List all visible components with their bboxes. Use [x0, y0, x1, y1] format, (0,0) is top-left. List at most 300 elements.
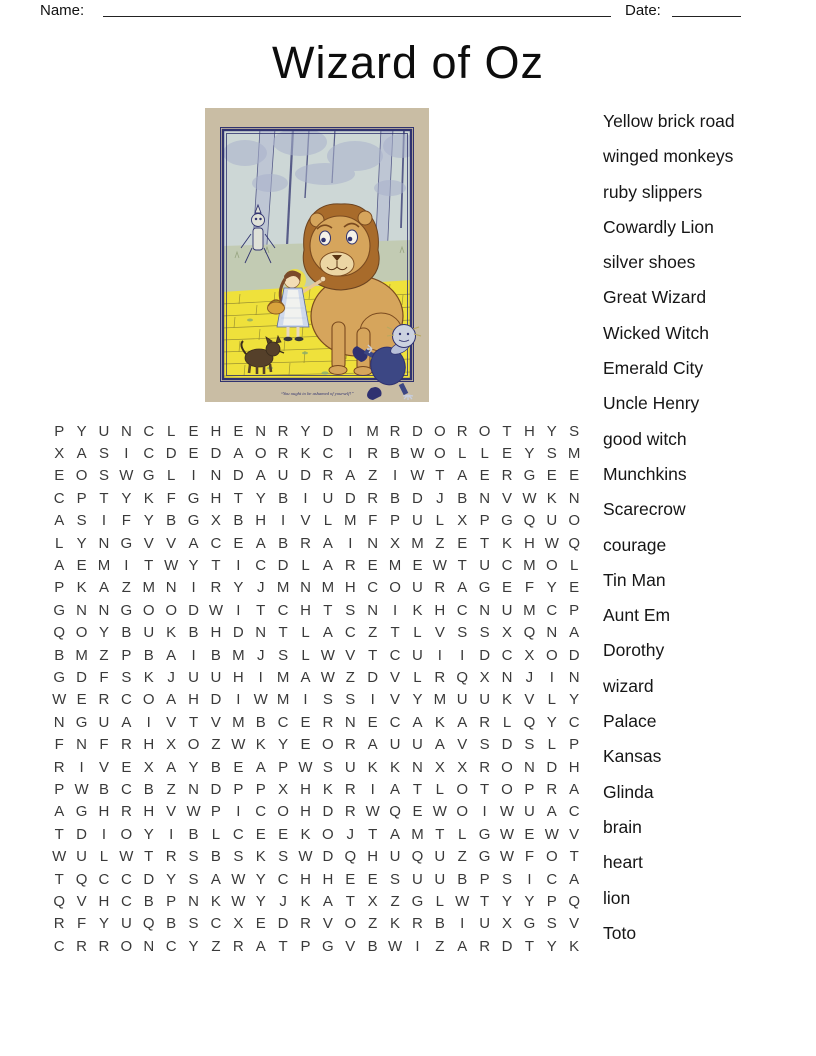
grid-letter: K: [390, 758, 401, 776]
grid-letter: A: [54, 557, 65, 575]
grid-letter: J: [279, 892, 287, 910]
grid-letter: G: [322, 937, 334, 955]
word-search-grid: [48, 420, 585, 957]
grid-letter: K: [502, 534, 513, 552]
grid-letter: I: [169, 825, 174, 843]
grid-letter: R: [300, 534, 311, 552]
grid-letter: I: [437, 646, 442, 664]
grid-letter: C: [277, 713, 289, 731]
grid-letter: F: [166, 489, 176, 507]
grid-letter: W: [410, 445, 425, 463]
grid-letter: I: [415, 937, 420, 955]
grid-letter: Z: [457, 848, 467, 866]
grid-letter: U: [277, 467, 289, 485]
grid-letter: W: [387, 937, 403, 955]
grid-letter: R: [412, 915, 423, 933]
grid-letter: R: [367, 489, 379, 507]
grid-letter: O: [165, 601, 177, 619]
grid-letter: W: [231, 892, 246, 910]
grid-letter: T: [480, 780, 490, 798]
grid-letter: U: [456, 691, 468, 709]
grid-letter: C: [210, 534, 222, 552]
grid-letter: E: [367, 557, 378, 575]
grid-letter: W: [320, 646, 335, 664]
grid-letter: U: [479, 557, 491, 575]
name-label: Name:: [40, 2, 85, 19]
grid-letter: N: [98, 534, 110, 552]
grid-letter: T: [144, 848, 154, 866]
grid-letter: T: [412, 780, 423, 798]
grid-letter: W: [253, 691, 268, 709]
grid-letter: V: [502, 489, 513, 507]
grid-letter: A: [434, 736, 445, 754]
grid-letter: A: [210, 870, 221, 888]
grid-letter: S: [278, 848, 289, 866]
grid-letter: T: [569, 848, 579, 866]
grid-letter: V: [166, 713, 177, 731]
grid-letter: L: [301, 624, 310, 642]
grid-row: [48, 577, 585, 599]
grid-letter: R: [300, 915, 311, 933]
grid-letter: G: [187, 512, 200, 530]
grid-letter: T: [390, 624, 400, 642]
grid-letter: D: [188, 601, 199, 619]
grid-row: [48, 599, 585, 621]
grid-letter: W: [410, 467, 425, 485]
grid-letter: R: [322, 467, 334, 485]
grid-letter: V: [434, 624, 445, 642]
grid-letter: O: [389, 579, 401, 597]
grid-letter: Y: [188, 937, 199, 955]
grid-letter: D: [322, 422, 334, 440]
grid-letter: N: [76, 601, 87, 619]
grid-letter: K: [502, 691, 513, 709]
grid-letter: C: [568, 713, 580, 731]
grid-letter: R: [232, 937, 244, 955]
grid-row: [48, 778, 585, 800]
grid-letter: X: [434, 758, 445, 776]
grid-letter: B: [166, 512, 177, 530]
grid-letter: C: [120, 691, 132, 709]
grid-letter: V: [345, 646, 356, 664]
grid-letter: D: [277, 557, 289, 575]
grid-letter: A: [457, 467, 468, 485]
grid-letter: K: [255, 736, 266, 754]
grid-letter: B: [210, 646, 221, 664]
grid-letter: U: [523, 803, 535, 821]
grid-letter: R: [165, 848, 177, 866]
grid-letter: P: [479, 512, 490, 530]
grid-letter: C: [546, 601, 558, 619]
grid-letter: Y: [300, 422, 311, 440]
grid-letter: R: [389, 422, 401, 440]
word-list-item: courage: [603, 534, 667, 555]
grid-letter: X: [502, 915, 513, 933]
word-list-item: Munchkins: [603, 463, 687, 484]
grid-letter: C: [120, 780, 132, 798]
grid-letter: W: [231, 870, 246, 888]
grid-letter: R: [456, 422, 468, 440]
grid-letter: E: [233, 534, 244, 552]
grid-letter: D: [232, 467, 244, 485]
grid-letter: L: [413, 624, 422, 642]
grid-row: [48, 711, 585, 733]
grid-letter: W: [119, 467, 134, 485]
grid-letter: J: [525, 668, 534, 686]
grid-letter: X: [457, 512, 468, 530]
grid-letter: S: [98, 467, 109, 485]
grid-letter: E: [524, 825, 535, 843]
grid-letter: F: [99, 736, 109, 754]
grid-letter: M: [523, 557, 536, 575]
grid-letter: G: [53, 601, 66, 619]
grid-letter: S: [345, 691, 356, 709]
grid-letter: G: [187, 489, 200, 507]
grid-letter: E: [479, 467, 490, 485]
grid-letter: A: [255, 937, 266, 955]
grid-letter: V: [210, 713, 221, 731]
grid-letter: B: [278, 534, 289, 552]
grid-letter: L: [435, 892, 444, 910]
word-list-item: Wicked Witch: [603, 322, 709, 343]
grid-letter: X: [457, 758, 468, 776]
grid-letter: N: [523, 758, 535, 776]
grid-letter: B: [188, 825, 199, 843]
grid-letter: O: [478, 422, 491, 440]
grid-letter: B: [54, 646, 65, 664]
grid-letter: N: [367, 601, 379, 619]
word-list-item: Kansas: [603, 746, 662, 767]
grid-letter: Y: [546, 937, 557, 955]
grid-letter: I: [348, 445, 353, 463]
grid-letter: N: [143, 937, 155, 955]
grid-letter: I: [146, 713, 151, 731]
grid-letter: M: [523, 601, 536, 619]
grid-letter: T: [256, 601, 266, 619]
grid-letter: V: [569, 825, 580, 843]
grid-letter: V: [457, 736, 468, 754]
grid-letter: W: [544, 825, 559, 843]
grid-letter: D: [76, 668, 87, 686]
grid-letter: C: [143, 422, 155, 440]
grid-letter: H: [188, 691, 199, 709]
grid-letter: R: [98, 691, 110, 709]
grid-letter: S: [479, 624, 490, 642]
grid-letter: H: [322, 870, 334, 888]
grid-letter: O: [322, 825, 334, 843]
grid-row: [48, 644, 585, 666]
grid-letter: H: [300, 803, 311, 821]
grid-letter: A: [390, 780, 401, 798]
grid-row: [48, 756, 585, 778]
grid-letter: M: [411, 534, 424, 552]
grid-letter: E: [278, 825, 289, 843]
grid-letter: E: [300, 736, 311, 754]
grid-letter: I: [348, 422, 353, 440]
grid-letter: X: [502, 624, 513, 642]
grid-letter: A: [54, 803, 65, 821]
grid-letter: V: [322, 915, 333, 933]
grid-letter: K: [143, 489, 154, 507]
grid-letter: U: [344, 758, 356, 776]
grid-letter: O: [545, 557, 558, 575]
grid-letter: G: [523, 467, 536, 485]
grid-row: [48, 845, 585, 867]
grid-letter: I: [460, 915, 465, 933]
grid-letter: W: [186, 803, 201, 821]
grid-letter: R: [344, 736, 356, 754]
grid-letter: B: [143, 780, 154, 798]
grid-letter: N: [568, 489, 580, 507]
grid-letter: U: [98, 713, 110, 731]
grid-letter: Y: [76, 422, 87, 440]
grid-letter: D: [210, 780, 222, 798]
grid-letter: Q: [411, 848, 424, 866]
grid-letter: K: [300, 892, 311, 910]
grid-letter: K: [367, 758, 378, 776]
grid-letter: A: [255, 758, 266, 776]
grid-letter: U: [479, 691, 491, 709]
grid-letter: Y: [143, 825, 154, 843]
grid-letter: I: [79, 758, 84, 776]
grid-letter: G: [75, 803, 88, 821]
word-list-item: good witch: [603, 428, 687, 449]
grid-letter: M: [142, 579, 155, 597]
grid-letter: B: [457, 870, 468, 888]
grid-letter: H: [255, 512, 267, 530]
grid-letter: L: [323, 512, 333, 530]
grid-letter: Q: [523, 713, 536, 731]
grid-letter: P: [524, 780, 535, 798]
grid-letter: H: [98, 803, 110, 821]
grid-letter: U: [76, 848, 87, 866]
grid-letter: W: [298, 848, 313, 866]
grid-letter: V: [524, 691, 535, 709]
grid-letter: L: [413, 668, 422, 686]
grid-letter: E: [367, 870, 378, 888]
grid-letter: H: [367, 848, 379, 866]
grid-letter: L: [480, 445, 489, 463]
grid-letter: U: [501, 601, 513, 619]
grid-letter: O: [142, 691, 155, 709]
grid-letter: C: [568, 803, 580, 821]
grid-letter: K: [300, 825, 311, 843]
grid-letter: Y: [546, 422, 557, 440]
grid-letter: X: [143, 758, 154, 776]
grid-letter: W: [74, 780, 89, 798]
grid-letter: P: [569, 736, 580, 754]
grid-letter: W: [432, 803, 447, 821]
grid-letter: O: [434, 445, 446, 463]
grid-letter: K: [210, 892, 221, 910]
grid-letter: D: [143, 870, 155, 888]
grid-letter: V: [166, 534, 177, 552]
grid-letter: Y: [524, 445, 535, 463]
grid-letter: G: [478, 848, 491, 866]
grid-letter: H: [232, 668, 244, 686]
grid-letter: C: [367, 579, 379, 597]
word-list-item: Cowardly Lion: [603, 216, 714, 237]
grid-letter: O: [120, 937, 133, 955]
grid-letter: W: [499, 803, 515, 821]
grid-letter: Z: [435, 534, 445, 552]
grid-letter: O: [501, 758, 513, 776]
grid-letter: M: [366, 422, 379, 440]
grid-letter: B: [188, 624, 199, 642]
grid-letter: C: [53, 489, 65, 507]
grid-letter: E: [233, 758, 244, 776]
grid-letter: S: [322, 691, 333, 709]
grid-letter: X: [233, 915, 244, 933]
grid-letter: D: [501, 937, 513, 955]
grid-letter: H: [143, 736, 155, 754]
grid-letter: H: [568, 758, 580, 776]
grid-letter: N: [501, 668, 513, 686]
illustration-caption: “You ought to be ashamed of yourself!”: [280, 391, 354, 396]
grid-letter: E: [255, 915, 266, 933]
grid-letter: N: [53, 713, 65, 731]
grid-letter: A: [322, 624, 333, 642]
grid-letter: W: [499, 825, 515, 843]
word-list-item: Yellow brick road: [603, 111, 735, 131]
grid-letter: B: [233, 512, 244, 530]
word-list-item: Dorothy: [603, 640, 665, 661]
grid-letter: I: [236, 803, 241, 821]
grid-letter: A: [98, 579, 109, 597]
grid-letter: T: [54, 870, 64, 888]
grid-letter: O: [322, 736, 334, 754]
grid-letter: E: [76, 557, 87, 575]
grid-letter: I: [124, 445, 129, 463]
grid-letter: P: [54, 780, 65, 798]
grid-letter: P: [255, 780, 266, 798]
grid-letter: P: [479, 870, 490, 888]
word-list-item: Tin Man: [603, 569, 666, 590]
grid-letter: A: [322, 557, 333, 575]
grid-letter: T: [323, 601, 333, 619]
grid-letter: M: [276, 668, 290, 686]
grid-row: [48, 935, 585, 957]
word-list-item: Palace: [603, 711, 657, 732]
grid-letter: I: [348, 534, 353, 552]
grid-letter: E: [345, 870, 356, 888]
grid-letter: L: [458, 825, 467, 843]
grid-letter: T: [457, 557, 467, 575]
grid-letter: T: [368, 825, 378, 843]
grid-letter: E: [300, 713, 311, 731]
grid-letter: S: [278, 646, 289, 664]
grid-letter: R: [53, 915, 65, 933]
grid-letter: M: [321, 579, 335, 597]
grid-letter: K: [569, 937, 580, 955]
grid-letter: O: [456, 780, 469, 798]
grid-letter: Q: [568, 534, 581, 552]
grid-letter: O: [545, 848, 558, 866]
grid-letter: S: [121, 668, 132, 686]
grid-row: [48, 622, 585, 644]
grid-letter: N: [412, 758, 423, 776]
grid-letter: R: [434, 579, 446, 597]
grid-letter: D: [412, 489, 423, 507]
grid-letter: U: [188, 668, 199, 686]
word-list: [603, 104, 735, 951]
grid-letter: W: [52, 691, 67, 709]
grid-letter: U: [434, 848, 446, 866]
grid-letter: R: [344, 780, 356, 798]
grid-letter: U: [389, 848, 401, 866]
grid-letter: E: [569, 467, 580, 485]
grid-letter: R: [277, 445, 289, 463]
grid-letter: A: [569, 624, 580, 642]
word-list-item: Uncle Henry: [603, 393, 700, 414]
grid-letter: R: [501, 467, 513, 485]
grid-letter: L: [435, 780, 444, 798]
grid-letter: Z: [368, 624, 378, 642]
grid-letter: P: [233, 780, 244, 798]
grid-letter: A: [166, 758, 177, 776]
grid-letter: B: [278, 489, 289, 507]
grid-letter: Y: [143, 512, 154, 530]
grid-letter: P: [54, 422, 65, 440]
grid-letter: T: [368, 646, 378, 664]
grid-letter: C: [165, 937, 177, 955]
grid-letter: G: [478, 579, 491, 597]
grid-letter: Z: [390, 892, 400, 910]
grid-letter: W: [432, 557, 447, 575]
grid-letter: Q: [523, 624, 536, 642]
grid-letter: M: [344, 512, 357, 530]
grid-letter: W: [499, 848, 515, 866]
grid-letter: N: [568, 668, 580, 686]
grid-letter: S: [457, 624, 468, 642]
grid-letter: T: [345, 892, 355, 910]
grid-letter: N: [120, 422, 132, 440]
grid-letter: A: [457, 579, 468, 597]
grid-letter: O: [456, 803, 469, 821]
grid-letter: K: [434, 713, 445, 731]
word-list-item: brain: [603, 816, 642, 837]
grid-letter: M: [75, 646, 88, 664]
grid-letter: V: [143, 534, 154, 552]
grid-letter: E: [76, 691, 87, 709]
grid-letter: E: [188, 445, 199, 463]
grid-letter: Z: [368, 915, 378, 933]
grid-letter: S: [502, 870, 513, 888]
grid-letter: Q: [456, 668, 469, 686]
grid-letter: F: [368, 512, 378, 530]
grid-row: [48, 890, 585, 912]
grid-letter: T: [524, 937, 534, 955]
grid-letter: U: [120, 915, 132, 933]
grid-letter: H: [344, 579, 356, 597]
grid-letter: X: [210, 512, 221, 530]
grid-letter: B: [390, 489, 401, 507]
grid-letter: U: [412, 512, 423, 530]
grid-letter: Z: [345, 668, 355, 686]
grid-letter: P: [54, 579, 65, 597]
grid-row: [48, 487, 585, 509]
grid-letter: Y: [412, 691, 423, 709]
grid-letter: I: [191, 579, 196, 597]
grid-letter: H: [210, 624, 222, 642]
grid-letter: B: [98, 780, 109, 798]
grid-letter: C: [98, 870, 110, 888]
grid-letter: D: [344, 489, 356, 507]
grid-row: [48, 733, 585, 755]
grid-letter: A: [121, 713, 132, 731]
word-list-item: Aunt Em: [603, 605, 671, 626]
grid-letter: N: [300, 579, 311, 597]
